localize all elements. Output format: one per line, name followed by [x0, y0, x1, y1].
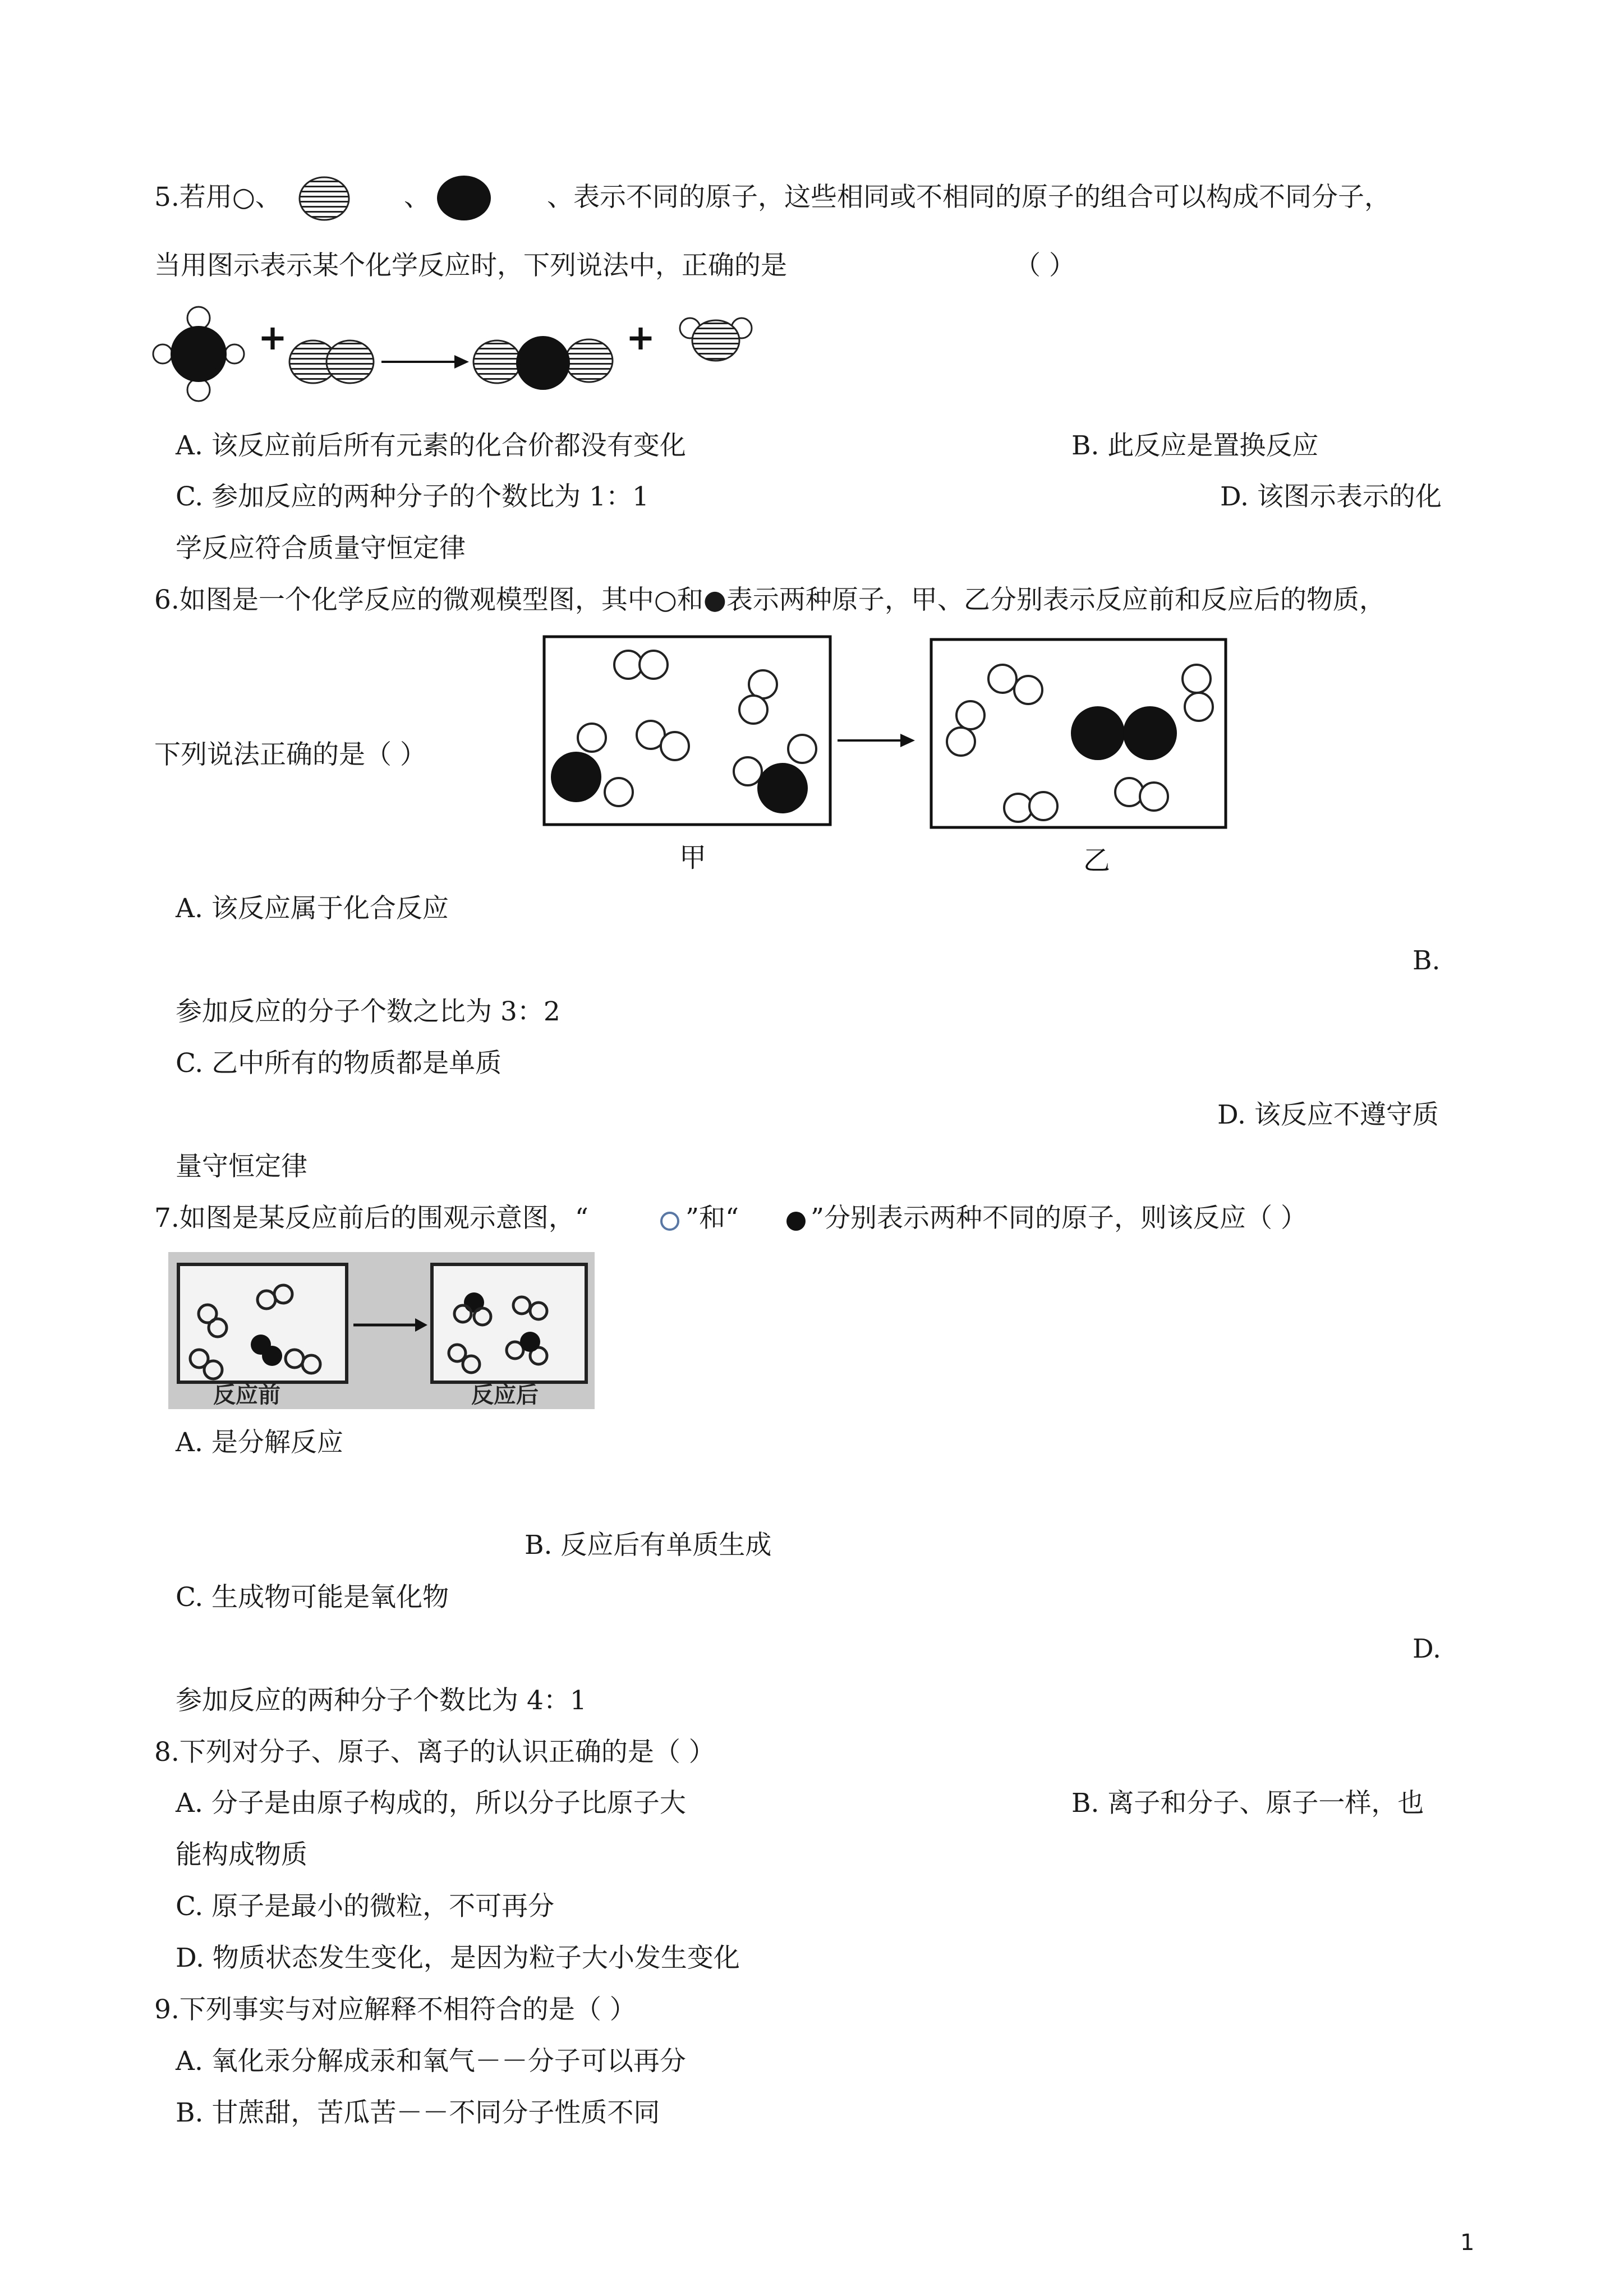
- q7-option-c: C. 生成物可能是氧化物: [176, 1582, 449, 1613]
- black-atom-icon: [783, 1208, 809, 1235]
- q8-option-b-head: B. 离子和分子、原子一样，也: [1071, 1788, 1424, 1819]
- q7-option-d-head: D.: [1413, 1634, 1441, 1664]
- q5-option-d-tail: 学反应符合质量守恒定律: [176, 533, 466, 564]
- q8-option-c: C. 原子是最小的微粒，不可再分: [176, 1891, 555, 1922]
- reactant-molecule-1: [153, 307, 244, 401]
- q7-option-b: B. 反应后有单质生成: [525, 1530, 772, 1561]
- q5-option-a: A. 该反应前后所有元素的化合价都没有变化: [176, 430, 686, 461]
- q7-option-a: A. 是分解反应: [176, 1427, 343, 1458]
- q5-reaction-diagram: [151, 306, 780, 412]
- svg-text:+: +: [258, 317, 287, 358]
- q6-option-d-head: D. 该反应不遵守质: [1217, 1099, 1439, 1130]
- q6-micro-model-diagram: [541, 634, 1237, 881]
- label-before: 甲: [679, 842, 707, 873]
- q9-line1: 9.下列事实与对应解释不相符合的是（ ）: [154, 1994, 636, 2025]
- svg-text:+: +: [626, 317, 655, 358]
- product-molecule-2: [680, 318, 752, 361]
- q9-option-a: A. 氧化汞分解成汞和氧气－－分子可以再分: [176, 2046, 686, 2077]
- q6-option-b-head: B.: [1413, 945, 1441, 976]
- q6-line2: 下列说法正确的是（ ）: [154, 739, 426, 770]
- q5-line1-c: 、表示不同的原子，这些相同或不相同的原子的组合可以构成不同分子，: [547, 182, 1391, 213]
- white-atom-icon: [656, 1208, 683, 1235]
- q8-option-d: D. 物质状态发生变化，是因为粒子大小发生变化: [176, 1943, 740, 1973]
- q5-option-d-head: D. 该图示表示的化: [1220, 481, 1442, 512]
- q7-line1-a: 7.如图是某反应前后的围观示意图，“: [154, 1203, 588, 1234]
- q7-line1-b: ”和“: [686, 1203, 739, 1234]
- q9-option-b: B. 甘蔗甜，苦瓜苦－－不同分子性质不同: [176, 2097, 660, 2128]
- q5-line1-b: 、: [404, 182, 430, 213]
- striped-atom-icon: [296, 174, 352, 223]
- reactant-molecule-2: [289, 341, 374, 383]
- q7-option-d-tail: 参加反应的两种分子个数比为 4：1: [176, 1685, 587, 1716]
- q5-option-b: B. 此反应是置换反应: [1071, 430, 1319, 461]
- product-molecule-1: [473, 336, 613, 390]
- q5-line2: 当用图示表示某个化学反应时，下列说法中，正确的是: [154, 250, 787, 281]
- q6-option-a: A. 该反应属于化合反应: [176, 893, 449, 924]
- page-number: 1: [1460, 2230, 1475, 2256]
- q6-option-c: C. 乙中所有的物质都是单质: [176, 1048, 502, 1079]
- label-after: 乙: [1083, 845, 1111, 876]
- q8-line1: 8.下列对分子、原子、离子的认识正确的是（ ）: [154, 1737, 715, 1768]
- q8-option-a: A. 分子是由原子构成的，所以分子比原子大: [176, 1788, 686, 1819]
- label-after: 反应后: [471, 1382, 539, 1408]
- q5-paren: （ ）: [1014, 250, 1075, 281]
- q7-line1-c: ”分别表示两种不同的原子，则该反应（ ）: [811, 1203, 1307, 1234]
- q5-line1-a: 5.若用○、: [154, 182, 282, 213]
- q5-option-c: C. 参加反应的两种分子的个数比为 1：1: [176, 481, 649, 512]
- q6-option-b-tail: 参加反应的分子个数之比为 3：2: [176, 996, 560, 1027]
- q7-reaction-photo: [168, 1252, 595, 1409]
- q8-option-b-tail: 能构成物质: [176, 1839, 307, 1870]
- q6-option-d-tail: 量守恒定律: [176, 1151, 307, 1182]
- black-atom-icon: [433, 173, 495, 223]
- q6-line1: 6.如图是一个化学反应的微观模型图，其中○和●表示两种原子，甲、乙分别表示反应前和反应后的物质，: [154, 585, 1386, 615]
- label-before: 反应前: [213, 1382, 280, 1408]
